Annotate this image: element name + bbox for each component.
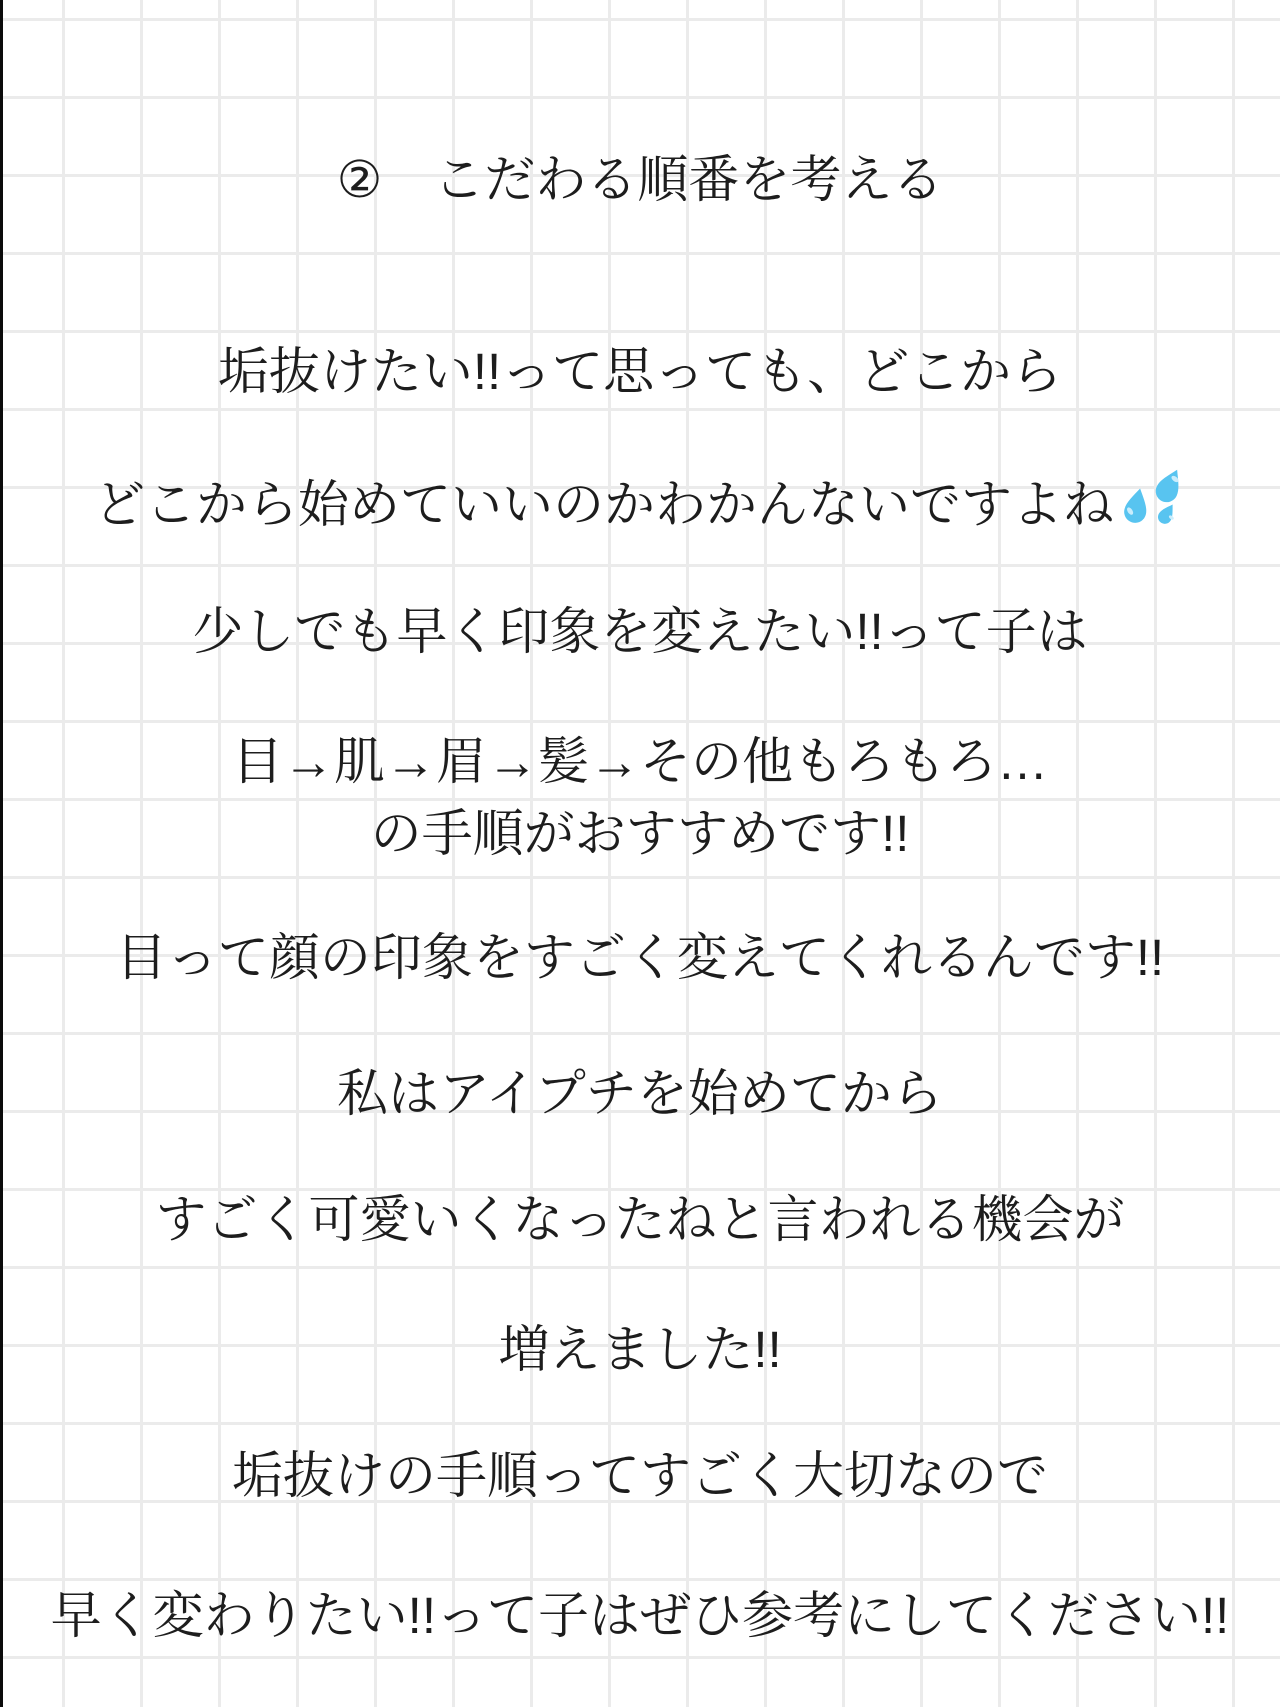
body-line-7 <box>0 1062 1280 1126</box>
body-line-1-text: 垢抜けたい!!って思っても、どこから <box>217 343 1063 400</box>
body-line-10 <box>0 1444 1280 1508</box>
body-line-3 <box>0 600 1280 664</box>
body-line-3-text: 少しでも早く印象を変えたい!!って子は <box>192 603 1088 660</box>
body-line-4 <box>0 730 1280 794</box>
sweat-droplets-icon <box>1120 468 1186 534</box>
body-line-10-text: 垢抜けの手順ってすごく大切なので <box>231 1447 1048 1504</box>
body-line-4-text: 目→肌→眉→髪→その他もろもろ… <box>231 733 1048 790</box>
body-line-1 <box>0 340 1280 404</box>
body-line-7-text: 私はアイプチを始めてから <box>337 1065 943 1122</box>
body-line-2 <box>0 468 1280 537</box>
body-line-6-text: 目って顔の印象をすごく変えてくれるんです!! <box>115 929 1165 986</box>
body-line-5-text: の手順がおすすめです!! <box>370 805 910 862</box>
body-line-8-text: すごく可愛いくなったねと言われる機会が <box>155 1191 1125 1248</box>
body-line-9-text: 増えました!! <box>498 1321 782 1378</box>
body-line-8 <box>0 1188 1280 1252</box>
body-line-11 <box>0 1584 1280 1648</box>
title-text: ② こだわる順番を考える <box>336 151 944 208</box>
body-line-2-text: どこから始めていいのかわかんないですよね <box>93 476 1114 533</box>
title-line <box>0 148 1280 212</box>
body-line-9 <box>0 1318 1280 1382</box>
body-line-6 <box>0 926 1280 990</box>
body-line-5 <box>0 802 1280 866</box>
body-line-11-text: 早く変わりたい!!って子はぜひ参考にしてください!! <box>50 1587 1230 1644</box>
